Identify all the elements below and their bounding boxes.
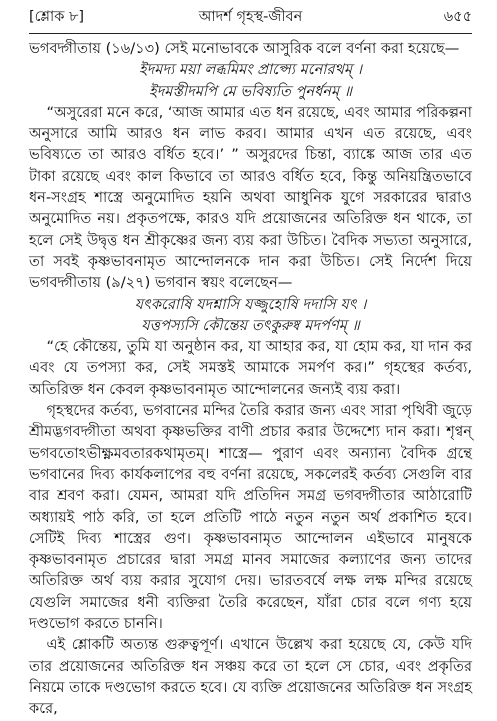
intro-line: ভগবদ্গীতায় (১৬/১৩) সেই মনোভাবকে আসুরিক বলে বর্ণনা করা হয়েছে—: [29, 40, 460, 57]
header-verse-number: [শ্লোক ৮]: [29, 9, 85, 25]
page-number: ৬৫৫: [443, 9, 472, 25]
header-chapter-title: আদর্শ গৃহস্থ-জীবন: [198, 9, 303, 25]
body-paragraph: “হে কৌন্তেয়, তুমি যা অনুষ্ঠান কর, যা আহার কর, যা হোম কর, যা দান কর এবং যে তপস্যা কর, সেই সমস্তই আমাকে সমর্পণ কর।” গৃহস্থের কর্তব্য, অতিরিক্ত ধন কেবল কৃষ্ণভাবনামৃত আন্দোলনের জন্যই ব্যয় করা।: [29, 338, 472, 398]
sanskrit-verse-line: ইদমদ্য ময়া লব্ধমিমং প্রাপ্স্যে মনোরথম্ ।: [139, 61, 362, 79]
sanskrit-verse-line: যৎকরোষি যদশ্নাসি যজ্জুহোষি দদাসি যৎ ।: [134, 295, 367, 313]
running-header: [29, 8, 472, 30]
sanskrit-verse-line: যত্তপস্যসি কৌন্তেয় তৎকুরুষ্ব মদর্পণম্ ॥: [141, 316, 360, 334]
page-body: [29, 38, 472, 720]
body-paragraph: এই শ্লোকটি অত্যন্ত গুরুত্বপূর্ণ। এখানে উল্লেখ করা হয়েছে যে, কেউ যদি তার প্রয়োজনের অতিরিক্ত ধন সঞ্চয় করে তা হলে সে চোর, এবং প্রকৃতির নিয়মে তাকে দণ্ডভোগ করতে হবে। যে ব্যক্তি প্রয়োজনের অতিরিক্ত ধন সংগ্রহ করে,: [29, 636, 472, 718]
body-paragraph: “অসুরেরা মনে করে, ‘আজ আমার এত ধন রয়েছে, এবং আমার পরিকল্পনা অনুসারে আমি আরও ধন লাভ করব। আমার এখন এত রয়েছে, এবং ভবিষ্যতে তা আরও বর্ধিত হবে।’ ” অসুরদের চিন্তা, ব্যাঙ্কে আজ তার এত টাকা রয়েছে এবং কাল কিভাবে তা আরও বর্ধিত হবে, কিন্তু অনিয়ন্ত্রিতভাবে ধন-সংগ্রহ শাস্ত্রে অনুমোদিত হয়নি অথবা আধুনিক যুগে সরকারের দ্বারাও অনুমোদিত নয়। প্রকৃতপক্ষে, কারও যদি প্রয়োজনের অতিরিক্ত ধন থাকে, তা হলে সেই উদ্বৃত্ত ধন শ্রীকৃষ্ণের জন্য ব্যয় করা উচিত। বৈদিক সভ্যতা অনুসারে, তা সবই কৃষ্ণভাবনামৃত আন্দোলনকে দান করা উচিত। সেই নির্দেশ দিয়ে ভগবদ্গীতায় (৯/২৭) ভগবান স্বয়ং বলেছেন—: [29, 103, 472, 292]
header-rule: [29, 33, 472, 34]
sanskrit-verse-line: ইদমস্তীদমপি মে ভবিষ্যতি পুনর্ধনম্ ॥: [149, 82, 352, 100]
body-paragraph: গৃহস্থদের কর্তব্য, ভগবানের মন্দির তৈরি করার জন্য এবং সারা পৃথিবী জুড়ে শ্রীমদ্ভগবদ্গীতা অথবা কৃষ্ণভক্তির বাণী প্রচার করার উদ্দেশ্যে দান করা। শৃণ্বন্ ভগবতোঽভীক্ষ্ণমবতারকথামৃতম্। শাস্ত্রে— পুরাণ এবং অন্যান্য বৈদিক গ্রন্থে ভগবানের দিব্য কার্যকলাপের বহু বর্ণনা রয়েছে, সকলেরই কর্তব্য সেগুলি বার বার শ্রবণ করা। যেমন, আমরা যদি প্রতিদিন সমগ্র ভগবদ্গীতার আঠারোটি অধ্যায়ই পাঠ করি, তা হলে প্রতিটি পাঠে নতুন নতুন অর্থ প্রকাশিত হবে। সেটিই দিব্য শাস্ত্রের গুণ। কৃষ্ণভাবনামৃত আন্দোলন এইভাবে মানুষকে কৃষ্ণভাবনামৃত প্রচারের দ্বারা সমগ্র মানব সমাজের কল্যাণের জন্য তাদের অতিরিক্ত অর্থ ব্যয় করার সুযোগ দেয়। ভারতবর্ষে লক্ষ লক্ষ মন্দির রয়েছে যেগুলি সমাজের ধনী ব্যক্তিরা তৈরি করেছেন, যাঁরা চোর বলে গণ্য হয়ে দণ্ডভোগ করতে চাননি।: [29, 402, 472, 633]
